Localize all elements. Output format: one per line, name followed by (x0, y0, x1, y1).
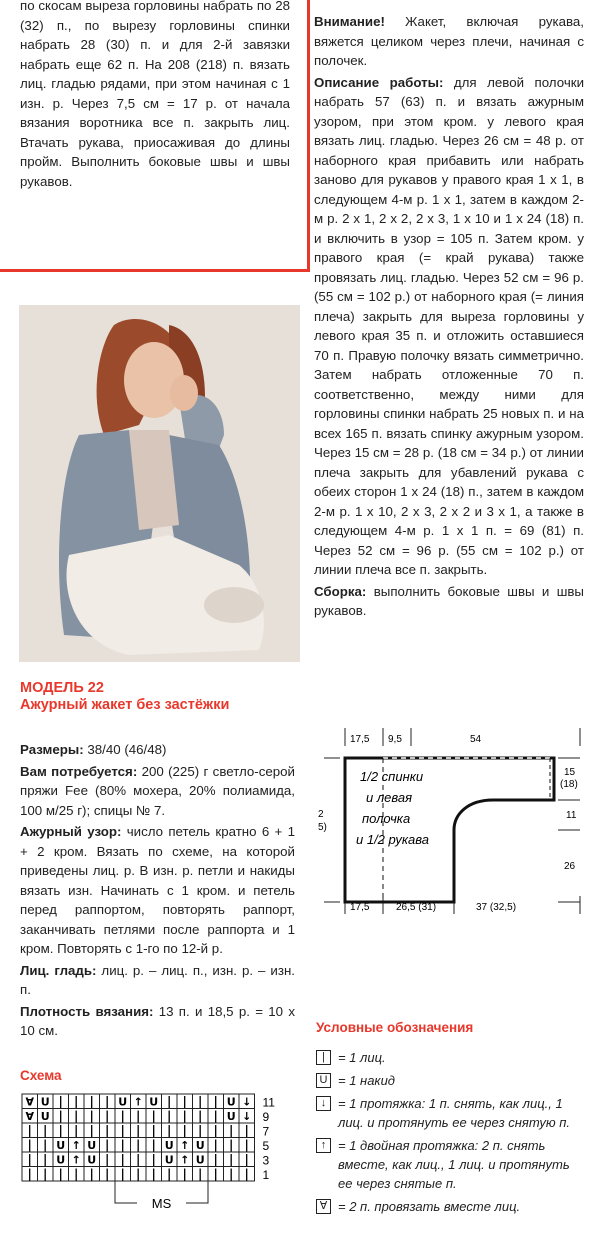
description-label: Описание работы: (314, 74, 444, 90)
chart-cell-symbol: | (74, 1094, 79, 1109)
legend-text-double-pull-through: = 1 двойная протяжка: 2 п. снять вместе, как лиц., 1 лиц. и протянуть ее через снятые п. (338, 1138, 570, 1191)
chart-cell-symbol: U (226, 1110, 236, 1123)
chart-cell-symbol: | (120, 1123, 125, 1138)
piece-label-line-3: полочка (362, 811, 411, 826)
chart-cell-symbol: U (40, 1095, 50, 1109)
chart-cell-symbol: ↓ (242, 1110, 252, 1123)
chart-cell-symbol: | (151, 1138, 156, 1152)
chart-cell-symbol: | (213, 1152, 218, 1167)
chart-cell-symbol: | (229, 1152, 234, 1167)
chart-cell-symbol: | (167, 1109, 172, 1123)
k2tog-icon: ∀ (316, 1199, 331, 1214)
chart-cell-symbol: | (151, 1109, 156, 1123)
chart-cell-symbol: | (27, 1138, 32, 1152)
chart-cell-symbol: | (58, 1123, 63, 1138)
legend (316, 1048, 586, 1220)
chart-cell-symbol: | (89, 1109, 94, 1123)
chart-cell-symbol: | (244, 1152, 249, 1167)
chart-cell-symbol: | (182, 1123, 187, 1138)
chart-cell-symbol: U (40, 1110, 50, 1123)
sizes-paragraph (20, 740, 295, 760)
continued-text-block (0, 0, 310, 272)
knit-stitch-icon: | (316, 1050, 331, 1065)
chart-cell-symbol: ↑ (133, 1095, 143, 1109)
chart-cell-symbol: | (43, 1138, 48, 1152)
chart-cell-symbol: | (27, 1167, 32, 1181)
chart-cell-symbol: | (198, 1123, 203, 1138)
chart-row-number: 11 (262, 1095, 275, 1110)
pattern-diagram-svg (318, 726, 588, 916)
chart-row-number: 1 (262, 1168, 270, 1182)
pull-through-icon: ↓ (316, 1096, 331, 1111)
chart-cell-symbol: U (195, 1139, 205, 1152)
chart-cell-symbol: | (120, 1109, 125, 1123)
lace-pattern-paragraph (20, 822, 295, 959)
chart-cell-symbol: | (198, 1167, 203, 1181)
dim-top-2: 9,5 (388, 734, 402, 745)
chart-cell-symbol: | (89, 1123, 94, 1138)
chart-cell-symbol: | (105, 1138, 110, 1152)
legend-text-yarn-over: = 1 накид (338, 1073, 395, 1088)
chart-cell-symbol: | (43, 1152, 48, 1167)
stockinette-label: Лиц. гладь: (20, 962, 97, 978)
legend-title: Условные обозначения (316, 1020, 474, 1035)
chart-cell-symbol: | (229, 1167, 234, 1181)
legend-item-double-pull-through (316, 1136, 586, 1193)
chart-cell-symbol: | (58, 1167, 63, 1181)
legend-text-knit: = 1 лиц. (338, 1050, 386, 1065)
piece-label-line-2: и левая (366, 790, 413, 805)
chart-cell-symbol: | (136, 1123, 141, 1138)
chart-cell-symbol: ↑ (71, 1153, 81, 1167)
chart-row-number: 9 (262, 1110, 270, 1124)
repeat-label: MS (151, 1196, 172, 1211)
chart-cell-symbol: | (151, 1123, 156, 1138)
attention-paragraph (314, 12, 584, 71)
chart-cell-symbol: | (105, 1109, 110, 1123)
dim-top-1: 17,5 (350, 734, 370, 745)
piece-label-line-1: 1/2 спинки (360, 769, 424, 784)
chart-cell-symbol: | (136, 1109, 141, 1123)
chart-cell-symbol: | (136, 1138, 141, 1152)
knitting-chart (20, 1090, 300, 1245)
pattern-diagram (318, 726, 588, 921)
chart-cell-symbol: | (105, 1167, 110, 1181)
dim-right-1: 15 (564, 767, 576, 778)
chart-cell-symbol: | (43, 1123, 48, 1138)
model-number: МОДЕЛЬ 22 (20, 680, 104, 696)
chart-cell-symbol: | (182, 1167, 187, 1181)
chart-cell-symbol: | (58, 1094, 63, 1109)
chart-cell-symbol: | (213, 1109, 218, 1123)
materials-paragraph (20, 762, 295, 821)
materials-label: Вам потребуется: (20, 763, 138, 779)
top-dimension-ticks (345, 728, 580, 746)
assembly-paragraph (314, 582, 584, 621)
gauge-paragraph (20, 1002, 295, 1041)
stockinette-text: лиц. р. – лиц. п., изн. р. – изн. п. (20, 962, 295, 997)
chart-cell-symbol: U (87, 1153, 97, 1167)
continued-text: по скосам выреза горловины набрать по 28 (32) п., по вырезу горловины спинки набрать 28 (30) п. и для 2-й завязки набрать еще 62 п. На 208 (218) п. вязать лиц. гладью рядами, при этом начиная с 1 изн. р. Через 7,5 см = 17 р. от начала вязания воротника все п. закрыть лиц. Втачать рукава, приосаживая до длины пройм. Выполнить боковые швы и швы рукавов. (20, 0, 290, 189)
chart-cell-symbol: | (167, 1167, 172, 1181)
legend-text-pull-through: = 1 протяжка: 1 п. снять, как лиц., 1 лиц. и протянуть ее через снятую п. (338, 1096, 571, 1130)
model-name: Ажурный жакет без застёжки (20, 697, 230, 713)
dim-right-2: (18) (560, 779, 578, 790)
chart-cell-symbol: | (167, 1123, 172, 1138)
attention-label: Внимание! (314, 14, 385, 29)
chart-cell-symbol: ∀ (25, 1095, 35, 1109)
dim-top-3: 54 (470, 734, 482, 745)
chart-cell-symbol: | (74, 1123, 79, 1138)
chart-cell-symbol: | (213, 1094, 218, 1109)
chart-cell-symbol: | (244, 1138, 249, 1152)
chart-cell-symbol: U (118, 1095, 128, 1109)
sizes-label: Размеры: (20, 742, 84, 757)
chart-cell-symbol: | (27, 1123, 32, 1138)
chart-cell-symbol: | (105, 1152, 110, 1167)
chart-cell-symbol: | (27, 1152, 32, 1167)
chart-row-number: 3 (262, 1153, 270, 1168)
chart-cell-symbol: U (226, 1095, 236, 1109)
chart-cell-symbol: | (43, 1167, 48, 1181)
chart-cell-symbol: | (213, 1167, 218, 1181)
chart-cell-symbol: | (167, 1094, 172, 1109)
chart-cell-symbol: | (74, 1167, 79, 1181)
stockinette-paragraph (20, 961, 295, 1000)
chart-cell-symbol: | (58, 1109, 63, 1123)
gauge-text: 13 п. и 18,5 р. = 10 х 10 см. (20, 1003, 295, 1038)
assembly-label: Сборка: (314, 583, 367, 599)
sizes-text: 38/40 (46/48) (83, 742, 167, 757)
chart-row-number: 5 (262, 1139, 270, 1153)
dim-bottom-3: 37 (32,5) (476, 902, 517, 913)
chart-cell-symbol: | (229, 1123, 234, 1138)
double-pull-through-icon: ↑ (316, 1138, 331, 1153)
chart-cell-symbol: | (120, 1138, 125, 1152)
legend-text-k2tog: = 2 п. провязать вместе лиц. (338, 1199, 521, 1214)
chart-cell-symbol: U (195, 1153, 205, 1167)
chart-cell-symbol: U (164, 1139, 174, 1152)
chart-cell-symbol: U (56, 1153, 66, 1167)
lace-pattern-label: Ажурный узор: (20, 824, 122, 839)
chart-cell-symbol: ↑ (71, 1139, 81, 1152)
legend-item-pull-through (316, 1094, 586, 1132)
dim-bottom-2: 26,5 (31) (396, 902, 437, 913)
chart-cell-symbol: U (164, 1153, 174, 1167)
chart-cell-symbol: | (244, 1123, 249, 1138)
assembly-text: выполнить боковые швы и швы рукавов. (314, 583, 584, 618)
chart-cell-symbol: | (151, 1167, 156, 1181)
chart-cell-symbol: U (56, 1139, 66, 1152)
chart-row-number: 7 (262, 1124, 270, 1139)
description-paragraph (314, 73, 584, 580)
model-heading (20, 680, 295, 714)
chart-cell-symbol: ↓ (242, 1095, 252, 1109)
dim-right-3: 11 (566, 810, 577, 821)
dim-bottom-1: 17,5 (350, 902, 370, 913)
chart-cell-symbol: ∀ (25, 1110, 35, 1123)
chart-cell-symbol: | (213, 1123, 218, 1138)
dim-left-2: 5) (318, 822, 327, 833)
gauge-label: Плотность вязания: (20, 1003, 154, 1019)
chart-cell-symbol: | (182, 1109, 187, 1123)
chart-cell-symbol: | (89, 1167, 94, 1181)
legend-item-yarn-over (316, 1071, 586, 1090)
chart-cell-symbol: | (136, 1152, 141, 1167)
piece-label-line-4: и 1/2 рукава (356, 832, 429, 847)
chart-cell-symbol: ↑ (180, 1153, 190, 1167)
legend-item-k2tog (316, 1197, 586, 1216)
model-photo (19, 305, 300, 662)
chart-cell-symbol: | (120, 1152, 125, 1167)
model-photo-illustration (19, 305, 300, 662)
chart-cell-symbol: U (87, 1139, 97, 1152)
instructions-column (314, 12, 584, 623)
piece-label (356, 769, 429, 847)
chart-cell-symbol: | (151, 1152, 156, 1167)
chart-cell-symbol: | (136, 1167, 141, 1181)
chart-cell-symbol: | (182, 1094, 187, 1109)
chart-cell-symbol: | (89, 1094, 94, 1109)
dim-left-1: 2 (318, 809, 324, 820)
attention-text: Жакет, включая рукава, вяжется целиком через плечи, начиная с полочек. (314, 14, 584, 68)
chart-cell-symbol: | (229, 1138, 234, 1152)
scheme-label: Схема (20, 1068, 62, 1083)
yarn-over-icon: U (316, 1073, 331, 1088)
chart-cell-symbol: | (198, 1094, 203, 1109)
legend-item-knit (316, 1048, 586, 1067)
lace-pattern-text: число петель кратно 6 + 1 + 2 кром. Вязать по схеме, на которой приведены лиц. р. В изн. р. петли и накиды вязать изн. Начинать с 1 кром. и петель перед раппортом, повторять раппорт, заканчивать петлями после раппорта и 1 кром. Повторять с 1-го по 12-й р. (20, 824, 295, 956)
chart-cell-symbol: U (149, 1095, 159, 1109)
materials-text: 200 (225) г светло-серой пряжи Fee (80% мохера, 20% полиамида, 100 м/25 г); спицы № 7. (20, 763, 295, 818)
chart-cell-symbol: | (74, 1109, 79, 1123)
chart-cell-symbol: | (105, 1123, 110, 1138)
chart-cell-symbol: | (198, 1109, 203, 1123)
chart-cell-symbol: | (120, 1167, 125, 1181)
model-specs (20, 740, 295, 1043)
description-text: для левой полочки набрать 57 (63) п. и вязать ажурным узором, при этом кром. у левого края вязать лиц. гладью. Через 26 см = 48 р. от наборного края прибавить или набрать заново для рукавов у правого края 1 х 1, в следующем 4-м р. 1 х 1, затем в каждом 2-м р. 2 х 1, 2 х 2, 2 х 3, 1 х 10 и 1 х 24 (18) п. и включить в узор = 105 п. Затем кром. у правого края (= край рукава) также провязать лиц. гладью. Через 52 см = 96 р. (55 см = 102 р.) от наборного края (= линия плеча) закрыть для выреза горловины у левого края 35 п. и отложить оставшиеся 70 п. Правую полочку вязать симметрично. Затем набрать отложенные 70 п. соответственно, между ними для горловины спинки набрать 25 новых п. и на всех 165 п. вязать спинку ажурным узором. Через 15 см = 28 р. (18 см = 34 р.) от линии плеча закрыть для убавлений рукава с обеих сторон 1 х 24 (18) п., затем в каждом 2-м р. 1 х 10, 2 х 3, 2 х 2 и 3 х 1, а также в следующем 4-м р. 1 х 1 п. = 69 (81) п. Через 52 см = 96 р. (55 см = 102 р.) от линии плеча все п. закрыть. (314, 74, 584, 577)
chart-cell-symbol: | (105, 1094, 110, 1109)
chart-cell-symbol: | (244, 1167, 249, 1181)
bottom-dimension-ticks (345, 896, 580, 914)
dim-right-4: 26 (564, 861, 576, 872)
chart-cell-symbol: | (213, 1138, 218, 1152)
knitting-chart-grid (20, 1090, 300, 1240)
chart-cell-symbol: ↑ (180, 1139, 190, 1152)
